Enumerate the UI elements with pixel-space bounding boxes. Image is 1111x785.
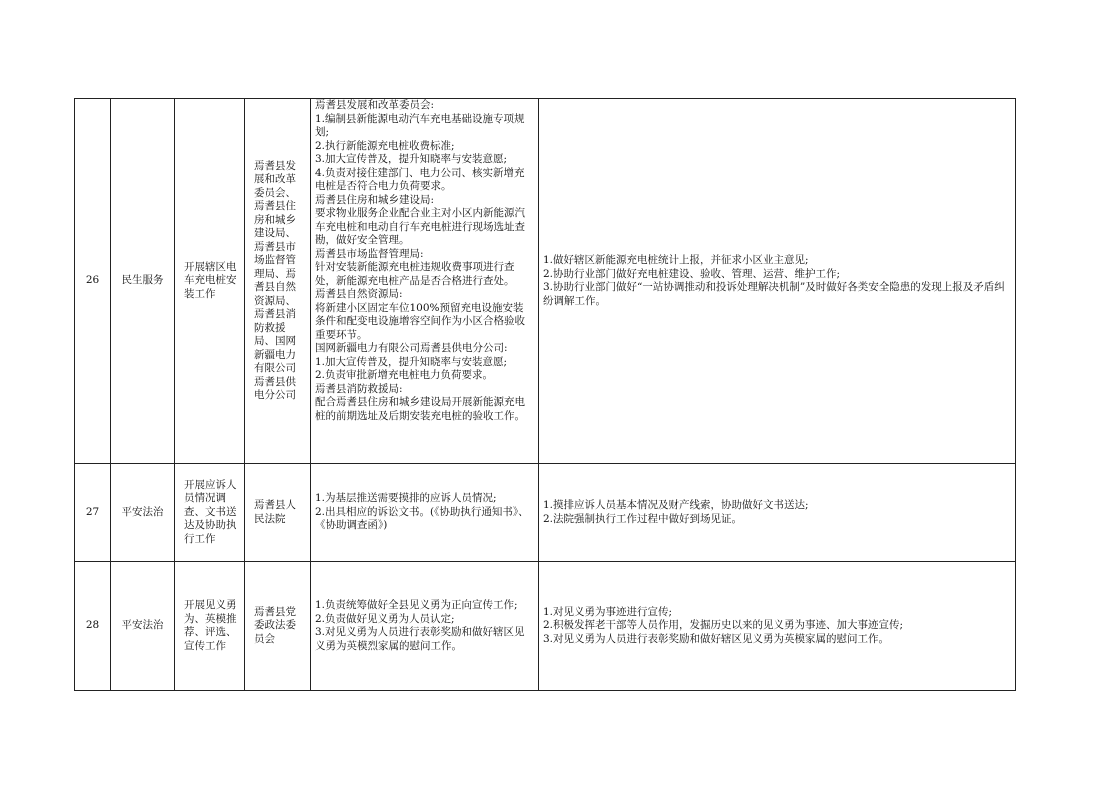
town-duty-line: 2.积极发挥老干部等人员作用，发掘历史以来的见义勇为事迹、加大事迹宣传; [543,619,904,632]
town-duty-line: 2.法院强制执行工作过程中做好到场见证。 [543,512,743,525]
row-township-duties [539,99,1016,464]
row-number: 28 [75,562,111,691]
duty-line: 国网新疆电力有限公司焉耆县供电分公司: [315,342,508,354]
row-category: 民生服务 [111,99,175,464]
duty-line: 焉耆县市场监督管理局: [315,247,424,260]
duty-line: 焉耆县自然资源局: [315,288,403,300]
row-township-duties [539,562,1016,691]
town-duty-line: 3.对见义勇为人员进行表彰奖励和做好辖区见义勇为英模家属的慰问工作。 [543,632,890,645]
row-task: 开展见义勇为、英模推荐、评选、宣传工作 [175,562,245,691]
row-number: 27 [75,464,111,562]
duty-line: 将新建小区固定车位100%预留充电设施安装条件和配变电设施增容空间作为小区合格验收重要环节。 [315,301,525,341]
duty-line: 1.负责统筹做好全县见义勇为正向宣传工作; [315,599,518,611]
row-departments: 焉耆县发展和改革委员会、焉耆县住房和城乡建设局、焉耆县市场监督管理局、焉耆县自然资源局、焉耆县消防救援局、国网新疆电力有限公司焉耆县供电分公司 [245,99,311,464]
table-row [75,99,1016,464]
row-departments: 焉耆县党委政法委员会 [245,562,311,691]
duty-line: 1.为基层推送需要摸排的应诉人员情况; [315,492,497,505]
duty-line: 焉耆县住房和城乡建设局: [315,193,435,206]
duty-line: 焉耆县消防救援局: [315,382,403,395]
duty-line: 焉耆县发展和改革委员会: [315,99,435,111]
row-department-duties [311,99,539,464]
duty-line: 3.对见义勇为人员进行表彰奖励和做好辖区见义勇为英模烈家属的慰问工作。 [315,626,525,652]
duty-line: 2.负责做好见义勇为人员认定; [315,612,455,625]
town-duty-line: 1.摸排应诉人员基本情况及财产线索，协助做好文书送达; [543,499,809,511]
row-category: 平安法治 [111,562,175,691]
row-task: 开展辖区电车充电桩安装工作 [175,99,245,464]
row-category: 平安法治 [111,464,175,562]
duty-line: 配合焉耆县住房和城乡建设局开展新能源充电桩的前期选址及后期安装充电桩的验收工作。 [315,396,525,422]
town-duty-line: 1.对见义勇为事迹进行宣传; [543,605,673,618]
row-department-duties [311,464,539,562]
duty-line: 要求物业服务企业配合业主对小区内新能源汽车充电桩和电动自行车充电桩进行现场选址查勘，做好安全管理。 [315,207,525,246]
town-duty-line: 1.做好辖区新能源充电桩统计上报，并征求小区业主意见; [543,254,809,266]
table-row [75,464,1016,562]
row-number: 26 [75,99,111,464]
row-task: 开展应诉人员情况调查、文书送达及协助执行工作 [175,464,245,562]
row-township-duties [539,464,1016,562]
duty-line: 1.加大宣传普及，提升知晓率与安装意愿; [315,355,508,368]
town-duty-line: 2.协助行业部门做好充电桩建设、验收、管理、运营、维护工作; [543,267,841,280]
town-duty-line: 3.协助行业部门做好“一站协调推动和投诉处理解决机制”及时做好各类安全隐患的发现上报及矛盾纠纷调解工作。 [543,281,1005,307]
duty-line: 2.负责审批新增充电桩电力负荷要求。 [315,369,494,381]
row-departments: 焉耆县人民法院 [245,464,311,562]
duty-line: 2.出具相应的诉讼文书。(《协助执行通知书》、《协助调查函》) [315,505,529,532]
duty-line: 1.编制县新能源电动汽车充电基础设施专项规划; [315,112,525,138]
duty-table [74,98,1016,691]
duty-line: 3.加大宣传普及，提升知晓率与安装意愿; [315,153,508,165]
table-row [75,562,1016,691]
duty-line: 针对安装新能源充电桩违规收费事项进行查处，新能源充电桩产品是否合格进行查处。 [315,261,515,287]
row-department-duties [311,562,539,691]
duty-line: 4.负责对接住建部门、电力公司、核实新增充电桩是否符合电力负荷要求。 [315,166,525,192]
duty-line: 2.执行新能源充电桩收费标准; [315,139,455,152]
